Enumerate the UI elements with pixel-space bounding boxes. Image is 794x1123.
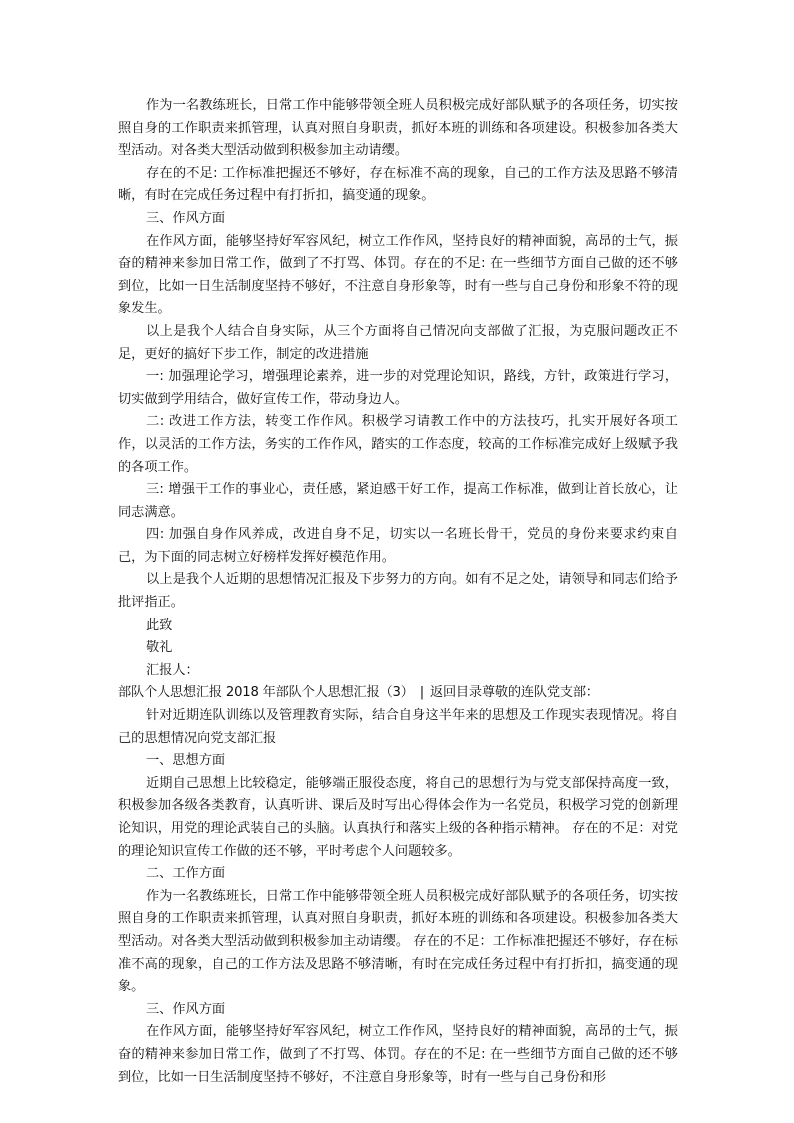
heading-work: 二、工作方面 xyxy=(146,866,226,882)
signoff-respect: 此致 xyxy=(146,617,173,633)
paragraph-duty: 作为一名教练班长，日常工作中能够带领全班人员积极完成好部队赋予的各项任务，切实按照自身的工作职责来抓管理，认真对照自身职责，抓好本班的训练和各项建设。积极参加各类大型活动。对各类大型活动做到积极参加主动请缨。 xyxy=(118,98,678,159)
intro-paragraph: 针对近期连队训练以及管理教育实际，结合自身这半年来的思想及工作现实表现情况。将自己的思想情况向党支部汇报 xyxy=(118,708,678,746)
report-title: 部队个人思想汇报 2018 年部队个人思想汇报（3） xyxy=(118,685,414,701)
back-to-contents-link[interactable]: 返回目录 xyxy=(429,685,482,701)
signoff-salute: 敬礼 xyxy=(146,640,173,656)
paragraph-summary: 以上是我个人结合自身实际，从三个方面将自己情况向支部做了汇报，为克服问题改正不足，更好的搞好下步工作，制定的改进措施 xyxy=(118,323,678,362)
salutation: 尊敬的连队党支部： xyxy=(481,685,599,701)
measure-1: 一: 加强理论学习，增强理论素养，进一步的对党理论知识，路线，方针，政策进行学习，切实做到学用结合，做好宣传工作，带动身边人。 xyxy=(118,369,678,407)
measure-4: 四: 加强自身作风养成，改进自身不足，切实以一名班长骨干，党员的身份来要求约束自己，为下面的同志树立好榜样发挥好模范作用。 xyxy=(118,527,678,565)
heading-thought: 一、思想方面 xyxy=(146,753,226,769)
signoff-reporter: 汇报人： xyxy=(146,662,199,678)
paragraph-thought: 近期自己思想上比较稳定，能够端正服役态度，将自己的思想行为与党支部保持高度一致，积极参加各级各类教育，认真听讲、课后及时写出心得体会作为一名党员，积极学习党的创新理论知识，用党的理论武装自己的头脑。认真执行和落实上级的各种指示精神。 存在的不足：对党的理论知识宣传工作做的还不够，平时考虑个人问题较多。 xyxy=(118,775,678,859)
report-title-line xyxy=(118,682,678,705)
measure-3: 三: 增强干工作的事业心，责任感，紧迫感干好工作，提高工作标准，做到让首长放心，让同志满意。 xyxy=(118,482,678,520)
heading-style: 三、作风方面 xyxy=(146,210,226,226)
measure-2: 二: 改进工作方法，转变工作作风。积极学习请教工作中的方法技巧，扎实开展好各项工作，以灵活的工作方法，务实的工作作风，踏实的工作态度，较高的工作标准完成好上级赋予我的各项工作。 xyxy=(118,414,678,475)
paragraph-closing: 以上是我个人近期的思想情况汇报及下步努力的方向。如有不足之处，请领导和同志们给予批评指正。 xyxy=(118,572,678,611)
paragraph-style: 在作风方面，能够坚持好军容风纪，树立工作作风，坚持良好的精神面貌，高昂的士气，振奋的精神来参加日常工作，做到了不打骂、体罚。存在的不足: 在一些细节方面自己做的还不够到位，比如一日生活制度坚持不够好，不注意自身形象等，时有一些与自己身份和形象不符的现象发生。 xyxy=(118,233,678,317)
paragraph-style-2: 在作风方面，能够坚持好军容风纪，树立工作作风，坚持良好的精神面貌，高昂的士气，振奋的精神来参加日常工作，做到了不打骂、体罚。存在的不足: 在一些细节方面自己做的还不够到位，比如一日生活制度坚持不够好，不注意自身形象等，时有一些与自己身份和形 xyxy=(118,1024,678,1085)
heading-style-2: 三、作风方面 xyxy=(146,1001,226,1017)
paragraph-work: 作为一名教练班长，日常工作中能够带领全班人员积极完成好部队赋予的各项任务，切实按照自身的工作职责来抓管理，认真对照自身职责，抓好本班的训练和各项建设。积极参加各类大型活动。对各类大型活动做到积极参加主动请缨。 存在的不足：工作标准把握还不够好，存在标准不高的现象，自己的工作方法及思路不够清晰，有时在完成任务过程中有打折扣，搞变通的现象。 xyxy=(118,888,678,995)
document-body xyxy=(118,95,678,1089)
title-separator: | xyxy=(419,685,424,701)
paragraph-shortfall: 存在的不足: 工作标准把握还不够好，存在标准不高的现象，自己的工作方法及思路不够清晰，有时在完成任务过程中有打折扣，搞变通的现象。 xyxy=(118,165,678,204)
